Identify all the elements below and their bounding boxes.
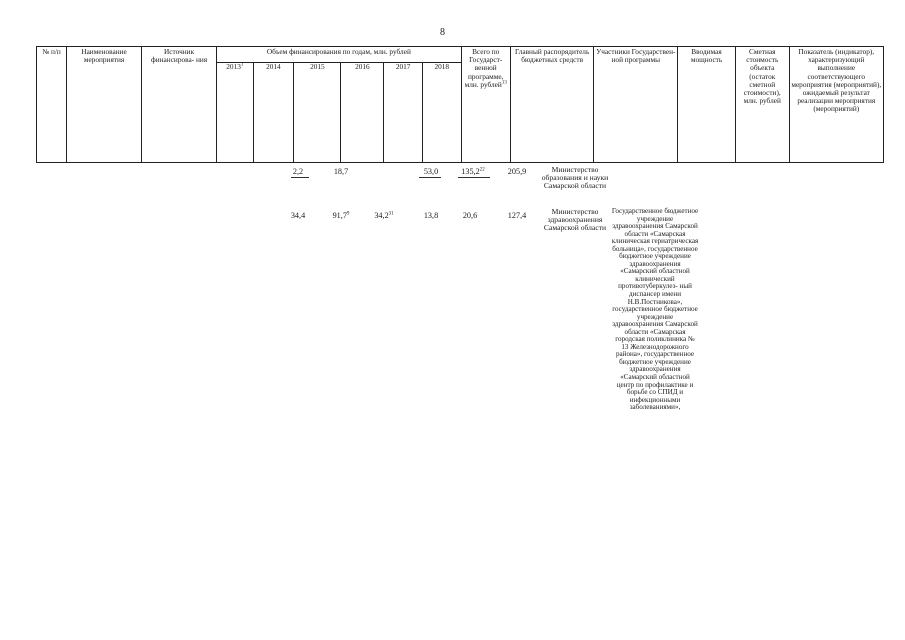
col-header-participants: Участники Государствен- ной программы [594, 47, 678, 163]
row1-manager: Министерство образования и науки Самарской области [541, 165, 609, 191]
col-header-num: № п/п [37, 47, 67, 163]
col-header-name: Наименование мероприятия [67, 47, 142, 163]
row1-y2014: 2,2 [292, 167, 304, 176]
scan-mark [291, 177, 309, 178]
row2-y2014: 34,4 [290, 211, 306, 220]
col-header-total: Всего по Государст- венной программе, млн. рублей$^{13}$ [461, 47, 510, 163]
row1-y2018: 135,2$^{22}$ [461, 167, 485, 176]
row2-manager: Министерство здравоохранения Самарской области [543, 207, 607, 233]
col-header-indicator: Показатель (индикатор), характеризующий выполнение соответствующего мероприятия (мероприятий), ожидаемый результат реализации мероприятия (мероприятий) [789, 47, 883, 163]
page-number: 8 [440, 27, 445, 38]
row2-total: 127,4 [507, 211, 527, 220]
row1-y2017: 53,0 [423, 167, 439, 176]
col-header-capacity: Вводимая мощность [678, 47, 736, 163]
funding-table-header [36, 46, 884, 163]
row2-y2016: 34,2$^{31}$ [374, 211, 394, 220]
col-header-year-2018: 2018 [422, 63, 461, 163]
col-header-estimate: Сметная стоимость объекта (остаток сметной стоимости), млн. рублей [735, 47, 789, 163]
col-header-source: Источник финансирова- ния [142, 47, 217, 163]
scan-mark [419, 177, 441, 178]
scan-mark [458, 177, 490, 178]
row2-y2015: 91,7$^9$ [332, 211, 350, 220]
col-header-year-2017: 2017 [384, 63, 423, 163]
col-header-funding-group: Объем финансирования по годам, млн. рублей [217, 47, 461, 63]
col-header-year-2016: 2016 [341, 63, 384, 163]
row2-y2018: 20,6 [462, 211, 478, 220]
row1-total: 205,9 [507, 167, 527, 176]
col-header-year-2014: 2014 [253, 63, 294, 163]
row2-y2017: 13,8 [423, 211, 439, 220]
row1-y2015: 18,7 [333, 167, 349, 176]
col-header-year-2013: 2013$^1$ [217, 63, 253, 163]
col-header-year-2015: 2015 [294, 63, 341, 163]
row2-participants: Государственное бюджетное учреждение здравоохранения Самарской области «Самарская клиническая гериатрическая больница», государственное бюджетное учреждение здравоохранения «Самарский областной клинический противотуберкулез- ный диспансер имени Н.В.Постникова», государственное бюджетное учреждение здравоохранения Самарской области «Самарская городская поликлиника № 13 Железнодорожного района», государственное бюджетное учреждение здравоохранения «Самарский областной центр по профилактике и борьбе со СПИД и инфекционными заболеваниями», [611, 207, 699, 412]
col-header-manager: Главный распорядитель бюджетных средств [510, 47, 594, 163]
